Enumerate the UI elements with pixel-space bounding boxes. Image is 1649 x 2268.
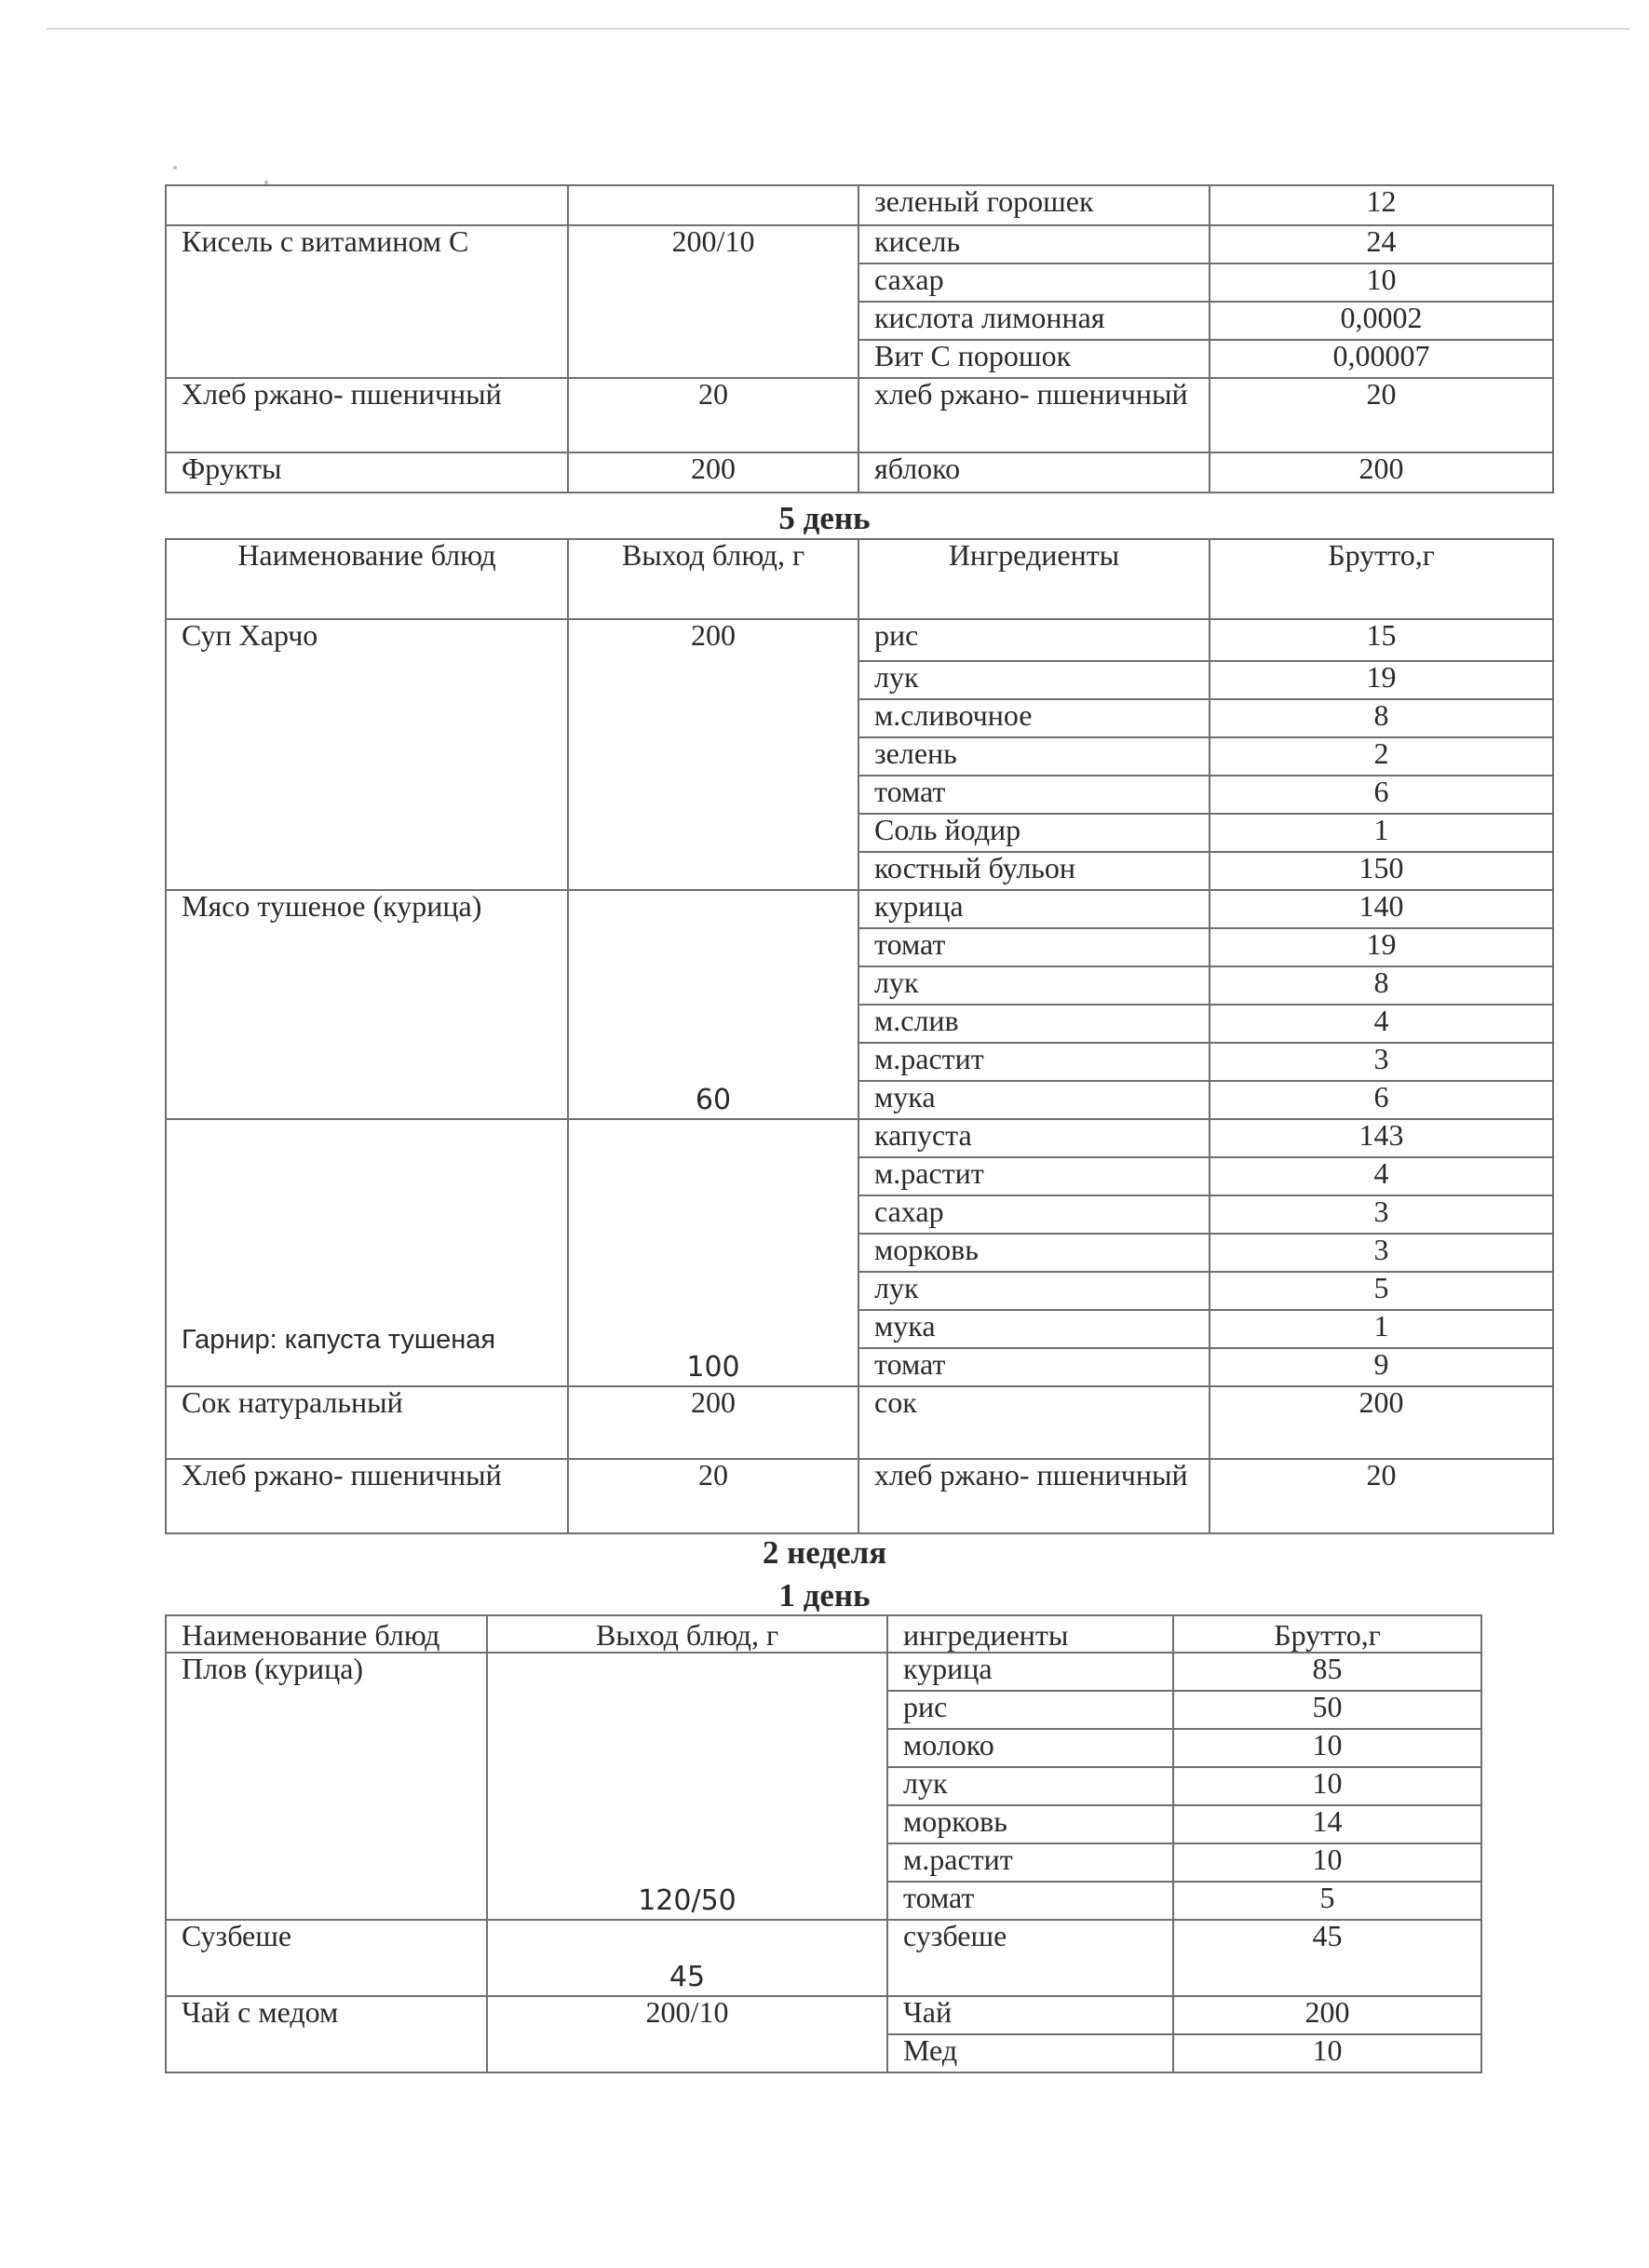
ingredient-cell: мука [858, 1310, 1210, 1348]
header-dish-name: Наименование блюд [166, 539, 568, 619]
table-row [166, 1996, 1481, 2034]
gross-weight-cell: 85 [1173, 1653, 1481, 1691]
ingredient-cell: томат [858, 1348, 1210, 1386]
gross-weight-cell: 6 [1210, 1081, 1553, 1119]
ingredient-cell: лук [858, 1272, 1210, 1310]
dish-name-cell [166, 185, 568, 225]
dish-yield-cell [568, 185, 858, 225]
ingredient-cell: лук [858, 966, 1210, 1005]
gross-weight-cell: 140 [1210, 890, 1553, 928]
dish-name-cell: Чай с медом [166, 1996, 487, 2072]
dish-name-cell: Мясо тушеное (курица) [166, 890, 568, 1119]
gross-weight-cell: 143 [1210, 1119, 1553, 1157]
ingredient-cell: м.слив [858, 1005, 1210, 1043]
ingredient-cell: морковь [887, 1805, 1173, 1843]
ingredient-cell: томат [858, 928, 1210, 966]
dish-yield-cell: 120/50 [487, 1653, 887, 1920]
ingredient-cell: рис [858, 619, 1210, 661]
header-yield: Выход блюд, г [487, 1615, 887, 1653]
table-row [166, 1386, 1553, 1459]
table-row [166, 1920, 1481, 1996]
day-5-heading: 5 день [778, 500, 871, 536]
table-row [166, 1119, 1553, 1157]
dish-yield-cell: 20 [568, 378, 858, 452]
week-2-day-1-menu-table [165, 1614, 1482, 2073]
ingredient-cell: сахар [858, 263, 1210, 302]
gross-weight-cell: 200 [1173, 1996, 1481, 2034]
scan-speck [173, 166, 177, 169]
table-row [166, 185, 1553, 225]
dish-yield-cell: 200 [568, 1386, 858, 1459]
gross-weight-cell: 15 [1210, 619, 1553, 661]
gross-weight-cell: 6 [1210, 776, 1553, 814]
gross-weight-cell: 2 [1210, 737, 1553, 776]
table-row [166, 225, 1553, 263]
ingredient-cell: Чай [887, 1996, 1173, 2034]
ingredient-cell: кисель [858, 225, 1210, 263]
ingredient-cell: яблоко [858, 452, 1210, 493]
ingredient-cell: Вит С порошок [858, 340, 1210, 378]
table-row [166, 1653, 1481, 1691]
gross-weight-cell: 19 [1210, 928, 1553, 966]
day-5-menu-table [165, 538, 1554, 1534]
ingredient-cell: капуста [858, 1119, 1210, 1157]
menu-table-continued [165, 184, 1554, 493]
ingredient-cell: рис [887, 1691, 1173, 1729]
table-header-row [166, 1615, 1481, 1653]
gross-weight-cell: 1 [1210, 814, 1553, 852]
ingredient-cell: м.сливочное [858, 699, 1210, 737]
gross-weight-cell: 20 [1210, 1459, 1553, 1533]
gross-weight-cell: 5 [1210, 1272, 1553, 1310]
dish-name-cell: Плов (курица) [166, 1653, 487, 1920]
dish-name-cell: Хлеб ржано- пшеничный [166, 1459, 568, 1533]
gross-weight-cell: 150 [1210, 852, 1553, 890]
table-header-row [166, 539, 1553, 619]
gross-weight-cell: 50 [1173, 1691, 1481, 1729]
dish-yield-cell: 200/10 [487, 1996, 887, 2072]
dish-name-cell: Гарнир: капуста тушеная [166, 1119, 568, 1386]
header-gross: Брутто,г [1210, 539, 1553, 619]
ingredient-cell: сахар [858, 1195, 1210, 1234]
ingredient-cell: курица [858, 890, 1210, 928]
dish-yield-cell: 200 [568, 452, 858, 493]
gross-weight-cell: 3 [1210, 1195, 1553, 1234]
gross-weight-cell: 5 [1173, 1882, 1481, 1920]
gross-weight-cell: 24 [1210, 225, 1553, 263]
gross-weight-cell: 0,00007 [1210, 340, 1553, 378]
ingredient-cell: м.растит [887, 1843, 1173, 1882]
dish-yield-cell: 45 [487, 1920, 887, 1996]
ingredient-cell: зелень [858, 737, 1210, 776]
gross-weight-cell: 14 [1173, 1805, 1481, 1843]
ingredient-cell: м.растит [858, 1043, 1210, 1081]
ingredient-cell: хлеб ржано- пшеничный [858, 378, 1210, 452]
ingredient-cell: лук [887, 1767, 1173, 1805]
gross-weight-cell: 1 [1210, 1310, 1553, 1348]
dish-yield-cell: 100 [568, 1119, 858, 1386]
table-row [166, 1459, 1553, 1533]
ingredient-cell: костный бульон [858, 852, 1210, 890]
gross-weight-cell: 200 [1210, 452, 1553, 493]
gross-weight-cell: 3 [1210, 1234, 1553, 1272]
week-2-heading: 2 неделя [762, 1534, 887, 1571]
gross-weight-cell: 3 [1210, 1043, 1553, 1081]
scan-top-edge-line [47, 28, 1629, 30]
dish-yield-cell: 20 [568, 1459, 858, 1533]
header-dish-name: Наименование блюд [166, 1615, 487, 1653]
gross-weight-cell: 4 [1210, 1157, 1553, 1195]
ingredient-cell: лук [858, 661, 1210, 699]
header-ingredients: Ингредиенты [858, 539, 1210, 619]
ingredient-cell: мука [858, 1081, 1210, 1119]
dish-name-cell: Сузбеше [166, 1920, 487, 1996]
gross-weight-cell: 8 [1210, 699, 1553, 737]
ingredient-cell: томат [858, 776, 1210, 814]
dish-yield-cell: 200 [568, 619, 858, 890]
gross-weight-cell: 20 [1210, 378, 1553, 452]
ingredient-cell: зеленый горошек [858, 185, 1210, 225]
dish-name-cell: Хлеб ржано- пшеничный [166, 378, 568, 452]
dish-name-cell: Сок натуральный [166, 1386, 568, 1459]
ingredient-cell: кислота лимонная [858, 302, 1210, 340]
gross-weight-cell: 45 [1173, 1920, 1481, 1996]
gross-weight-cell: 10 [1210, 263, 1553, 302]
table-row [166, 619, 1553, 661]
dish-name-cell: Фрукты [166, 452, 568, 493]
gross-weight-cell: 10 [1173, 2034, 1481, 2072]
gross-weight-cell: 10 [1173, 1843, 1481, 1882]
ingredient-cell: сузбеше [887, 1920, 1173, 1996]
gross-weight-cell: 10 [1173, 1729, 1481, 1767]
header-ingredients: ингредиенты [887, 1615, 1173, 1653]
gross-weight-cell: 4 [1210, 1005, 1553, 1043]
ingredient-cell: молоко [887, 1729, 1173, 1767]
gross-weight-cell: 0,0002 [1210, 302, 1553, 340]
ingredient-cell: Соль йодир [858, 814, 1210, 852]
header-yield: Выход блюд, г [568, 539, 858, 619]
ingredient-cell: Мед [887, 2034, 1173, 2072]
dish-yield-cell: 60 [568, 890, 858, 1119]
gross-weight-cell: 12 [1210, 185, 1553, 225]
ingredient-cell: сок [858, 1386, 1210, 1459]
dish-name-cell: Суп Харчо [166, 619, 568, 890]
gross-weight-cell: 9 [1210, 1348, 1553, 1386]
gross-weight-cell: 19 [1210, 661, 1553, 699]
week-2-day-1-heading: 1 день [778, 1577, 871, 1613]
table-row [166, 378, 1553, 452]
ingredient-cell: хлеб ржано- пшеничный [858, 1459, 1210, 1533]
gross-weight-cell: 10 [1173, 1767, 1481, 1805]
dish-yield-cell: 200/10 [568, 225, 858, 378]
ingredient-cell: курица [887, 1653, 1173, 1691]
ingredient-cell: томат [887, 1882, 1173, 1920]
dish-name-cell: Кисель с витамином С [166, 225, 568, 378]
gross-weight-cell: 8 [1210, 966, 1553, 1005]
ingredient-cell: м.растит [858, 1157, 1210, 1195]
table-row [166, 890, 1553, 928]
ingredient-cell: морковь [858, 1234, 1210, 1272]
gross-weight-cell: 200 [1210, 1386, 1553, 1459]
header-gross: Брутто,г [1173, 1615, 1481, 1653]
table-row [166, 452, 1553, 493]
